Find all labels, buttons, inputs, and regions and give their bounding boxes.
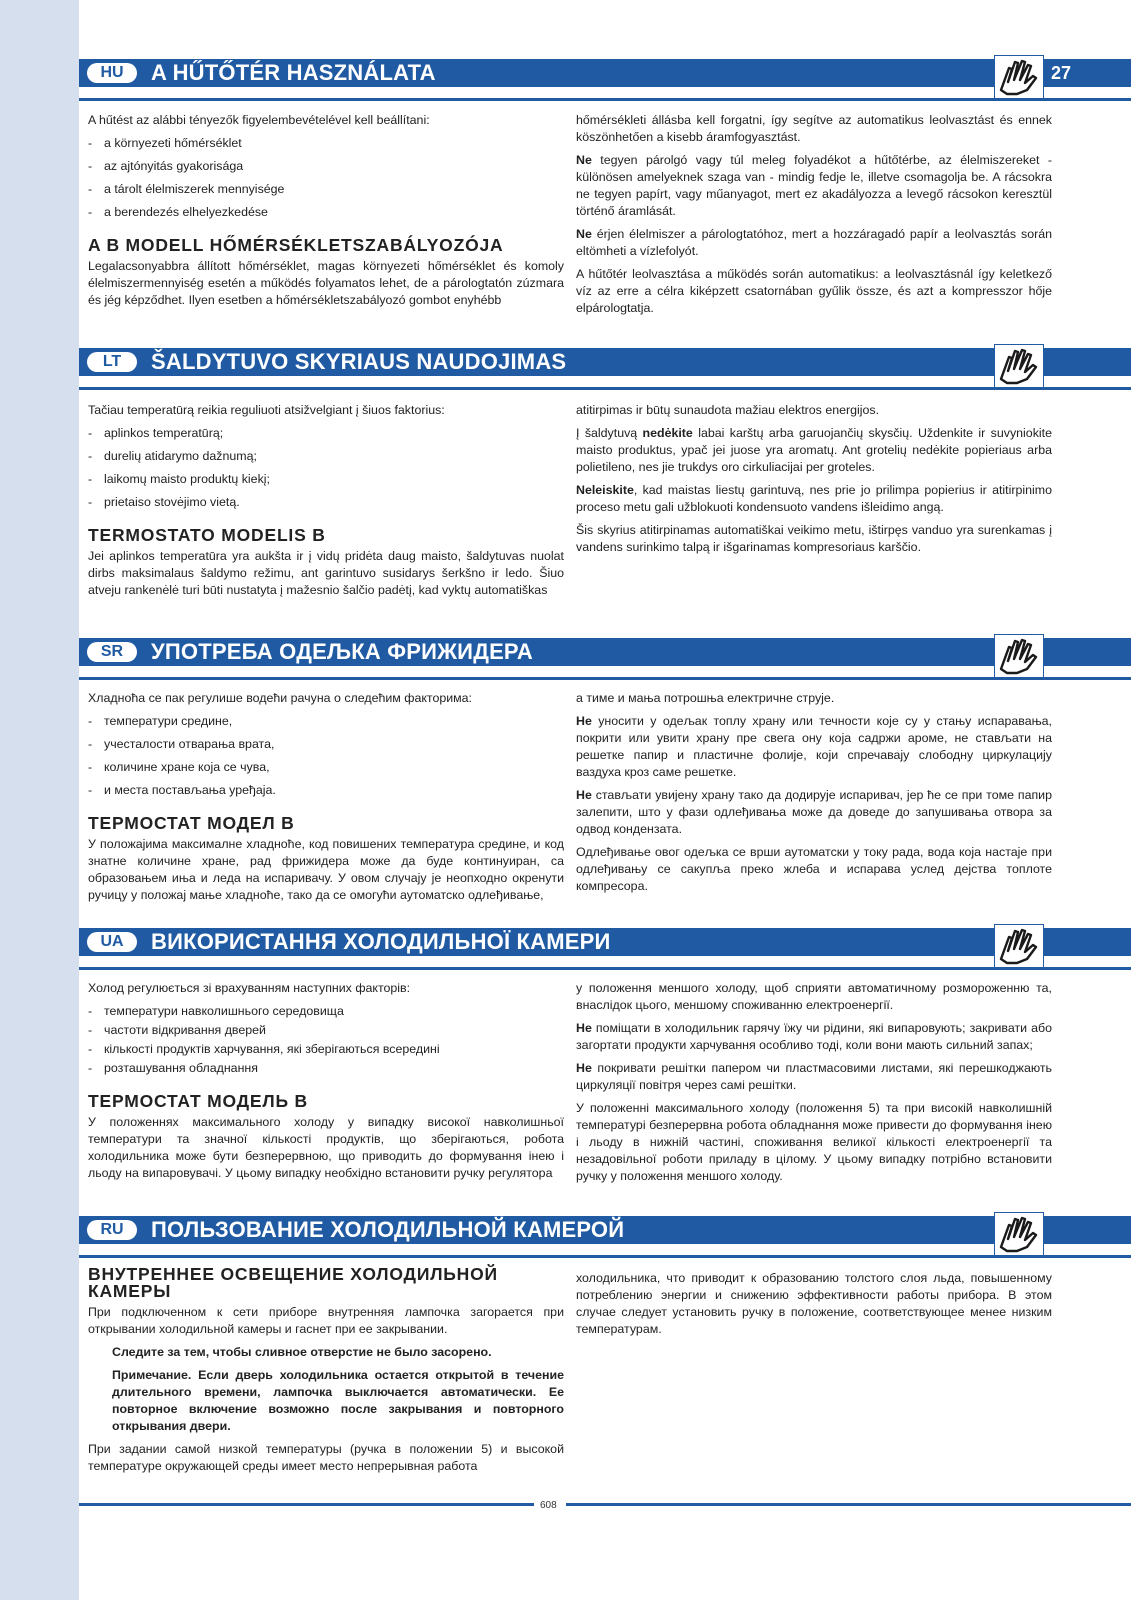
section-bar-sr (79, 638, 1131, 666)
paragraph: у положення меншого холоду, щоб сприяти автоматичному розмороженню та, внаслідок цього, меншому споживанню електроенергії. (576, 981, 1052, 1012)
paragraph: Не покривати решітки папером чи пластмасовими листами, які перешкоджають циркуляції повітря через самі решітки. (576, 1061, 1052, 1092)
list-item: - кількості продуктів харчування, які зберігаються всередині (88, 1041, 564, 1058)
ru-right-column (576, 1270, 1052, 1344)
section-title: ПОЛЬЗОВАНИЕ ХОЛОДИЛЬНОЙ КАМЕРОЙ (151, 1217, 625, 1242)
list-item: - aplinkos temperatūrą; (88, 425, 564, 442)
lang-badge: HU (87, 63, 137, 83)
paragraph: У положајима максималне хладноће, код повишених температура средине, и код знатне количине хране, рад фрижидера може да буде континуиран, са образовањем иња и леда на испаривачу. У овом случају је неопходно окренути ручицу у положај мање хладноће, тако да се омогући аутоматско одлеђивање, (88, 837, 564, 902)
list-item: - учесталости отварања врата, (88, 736, 564, 753)
section-bar-ua (79, 928, 1131, 956)
ua-left-column (88, 980, 564, 1188)
section-rule (79, 387, 1131, 390)
paragraph: холодильника, что приводит к образованию толстого слоя льда, повышенному потреблению энергии и снижению эффективности работы прибора. В этом случае следует установить ручку в положение, соответствующее менее низким температурам. (576, 1271, 1052, 1336)
section-rule (79, 98, 1131, 101)
footer-page-number: 608 (540, 1500, 557, 1511)
note-text: Следите за тем, чтобы сливное отверстие не было засорено. (112, 1345, 492, 1359)
list-item: - durelių atidarymo dažnumą; (88, 448, 564, 465)
paragraph: У положеннях максимального холоду у випадку високої навколишньої температури та значної кількості продуктів, що зберігаються, робота холодильника може бути безперервною, що приводить до формування інею і льоду на випаровувачі. У цьому випадку необхідно встановити ручку регулятора (88, 1115, 564, 1180)
sidebar-strip (0, 0, 79, 1600)
paragraph: Ne érjen élelmiszer a párologtatóhoz, mert a hozzáragadó papír a leolvasztás során eltömheti a vízlefolyót. (576, 227, 1052, 258)
lang-badge: LT (87, 352, 137, 372)
ru-left-column (88, 1260, 564, 1481)
subheading: ТЕРМОСТАТ МОДЕЛ B (88, 813, 295, 833)
paragraph: Šis skyrius atitirpinamas automatiškai veikimo metu, ištirpęs vanduo yra surenkamas į vandens surinkimo talpą ir išgarinamas kompresoriaus karščio. (576, 523, 1052, 554)
subheading: A B MODELL HŐMÉRSÉKLETSZABÁLYOZÓJA (88, 235, 504, 255)
paragraph: Ne tegyen párolgó vagy túl meleg folyadékot a hűtőtérbe, az élelmiszereket - különösen amelyeknek szaga van - mindig fedje le, illetve csomagolja be. A rácsokra ne tegyen papírt, vagy műanyagot, mert ez akadályozza a levegő rácsokon keresztül történő áramlását. (576, 153, 1052, 218)
section-bar-hu (79, 59, 1131, 87)
paragraph: Neleiskite, kad maistas liestų garintuvą, nes prie jo prilimpa popierius ir atitirpinimo proceso metu gali užblokuoti kondensuoto vandens išleidimo angą. (576, 483, 1052, 514)
ua-right-column (576, 980, 1052, 1191)
hand-icon (994, 344, 1044, 388)
section-bar-lt (79, 348, 1131, 376)
factor-list (88, 135, 564, 221)
intro-text: Хладноћа се пак регулише водећи рачуна о следећим факторима: (88, 691, 472, 705)
section-title: ŠALDYTUVO SKYRIAUS NAUDOJIMAS (151, 349, 567, 374)
intro-text: Tačiau temperatūrą reikia reguliuoti atsižvelgiant į šiuos faktorius: (88, 403, 445, 417)
paragraph: Не уносити у одељак топлу храну или течности које су у стању испаравања, покрити или увити храну пре свега ону која садржи ароме, не стављати на решетке папир и пластичне фолије, који спречавају слободну циркулацију ваздуха кроз саме решетке. (576, 714, 1052, 779)
subheading: TERMOSTATO MODELIS B (88, 525, 326, 545)
section-title: УПОТРЕБА ОДЕЉКА ФРИЖИДЕРА (151, 639, 533, 664)
paragraph: а тиме и мања потрошња електричне струје. (576, 691, 835, 705)
note-text: Примечание. Если дверь холодильника остается открытой в течение длительного времени, лампочка выключается автоматически. Ее повторное включение возможно после закрывания и повторного открывания двери. (112, 1368, 564, 1433)
list-item: - температури средине, (88, 713, 564, 730)
list-item: - az ajtónyitás gyakorisága (88, 158, 564, 175)
paragraph: atitirpimas ir būtų sunaudota mažiau elektros energijos. (576, 403, 880, 417)
page-number: 27 (1051, 63, 1072, 83)
list-item: - частоти відкривання дверей (88, 1022, 564, 1039)
hu-right-column (576, 112, 1052, 323)
list-item: - a berendezés elhelyezkedése (88, 204, 564, 221)
list-item: - температури навколишнього середовища (88, 1003, 564, 1020)
list-item: - laikomų maisto produktų kiekį; (88, 471, 564, 488)
paragraph: Legalacsonyabbra állított hőmérséklet, magas környezeti hőmérséklet és komoly élelmiszermennyiség esetén a működés folyamatos lehet, de a párologtatón zúzmara és jég képződhet. Ilyen esetben a hőmérsékletszabályozó gombot enyhébb (88, 259, 564, 307)
hand-icon (994, 1212, 1044, 1256)
intro-text: A hűtést az alábbi tényezők figyelembevételével kell beállítani: (88, 113, 430, 127)
section-rule (79, 967, 1131, 970)
section-bar-ru (79, 1216, 1131, 1244)
paragraph: При задании самой низкой температуры (ручка в положении 5) и высокой температуре окружающей среды имеет место непрерывная работа (88, 1442, 564, 1473)
lang-badge: RU (87, 1220, 137, 1240)
factor-list (88, 1003, 564, 1077)
footer-rule-left (79, 1503, 534, 1506)
hand-icon (994, 634, 1044, 678)
lang-badge: SR (87, 642, 137, 662)
lt-right-column (576, 402, 1052, 562)
list-item: - количине хране која се чува, (88, 759, 564, 776)
paragraph: При подключенном к сети приборе внутренняя лампочка загорается при открывании холодильной камеры и гаснет при ее закрывании. (88, 1305, 564, 1336)
list-item: - prietaiso stovėjimo vietą. (88, 494, 564, 511)
lt-left-column (88, 402, 564, 605)
subheading: ВНУТРЕННЕЕ ОСВЕЩЕНИЕ ХОЛОДИЛЬНОЙ КАМЕРЫ (88, 1264, 498, 1301)
section-title: ВИКОРИСТАННЯ ХОЛОДИЛЬНОЇ КАМЕРИ (151, 929, 611, 954)
hu-left-column (88, 112, 564, 315)
paragraph: Į šaldytuvą nedėkite labai karštų arba garuojančių skysčių. Uždenkite ir suvyniokite maisto produktus, ypač jei juose yra aromatų. Ant grotelių nedėkite popieriaus arba polietileno, nes jie trukdys oro cirkuliacijai per groteles. (576, 426, 1052, 474)
list-item: - и места постављања уређаја. (88, 782, 564, 799)
paragraph: Jei aplinkos temperatūra yra aukšta ir į vidų pridėta daug maisto, šaldytuvas nuolat dirbs maksimalaus šaldymo režimu, ant garintuvo susidarys šerkšno ir ledo. Šiuo atveju rankenėlė turi būti nustatyta į mažesnio šalčio padėtį, kad vyktų automatiškas (88, 549, 564, 597)
list-item: - a környezeti hőmérséklet (88, 135, 564, 152)
factor-list (88, 713, 564, 799)
paragraph: Не стављати увијену храну тако да додирује испаривач, јер ће се при томе папир залепити, што у фази одлеђивања може да доведе до запушивања отвора за одвод кондензата. (576, 788, 1052, 836)
intro-text: Холод регулюється зі врахуванням наступних факторів: (88, 981, 411, 995)
section-title: A HŰTŐTÉR HASZNÁLATA (151, 60, 436, 85)
paragraph: У положенні максимального холоду (положення 5) та при високій навколишній температурі безперервна робота обладнання може привести до формування інею і льоду в нижній частині, споживання великої кількості електроенергії та незадовільної роботи приладу в цілому. У цьому випадку потрібно встановити ручку у положення меншого холоду. (576, 1101, 1052, 1183)
hand-icon (994, 924, 1044, 968)
paragraph: Не поміщати в холодильник гарячу їжу чи рідини, які випаровують; закривати або загортати продукти харчування особливо тоді, коли вони мають сильний запах; (576, 1021, 1052, 1052)
subheading: ТЕРМОСТАТ МОДЕЛЬ B (88, 1091, 308, 1111)
sr-right-column (576, 690, 1052, 901)
list-item: - розташування обладнання (88, 1060, 564, 1077)
section-rule (79, 1255, 1131, 1258)
hand-icon (994, 55, 1044, 99)
section-rule (79, 677, 1131, 680)
paragraph: Одлеђивање овог одељка се врши аутоматски у току рада, вода која настаје при одлеђивању се сакупља преко жлеба и испарава услед дејства топлоте компресора. (576, 845, 1052, 893)
footer-rule-right (566, 1503, 1131, 1506)
paragraph: A hűtőtér leolvasztása a működés során automatikus: a leolvasztásnál így keletkező víz az erre a célra kiképzett csatornában gyűlik össze, és azt a kompresszor hője elpárologtatja. (576, 267, 1052, 315)
paragraph: hőmérsékleti állásba kell forgatni, így segítve az automatikus leolvasztást és ennek köszönhetően a kisebb áramfogyasztást. (576, 113, 1052, 144)
sr-left-column (88, 690, 564, 910)
list-item: - a tárolt élelmiszerek mennyisége (88, 181, 564, 198)
lang-badge: UA (87, 932, 137, 952)
factor-list (88, 425, 564, 511)
